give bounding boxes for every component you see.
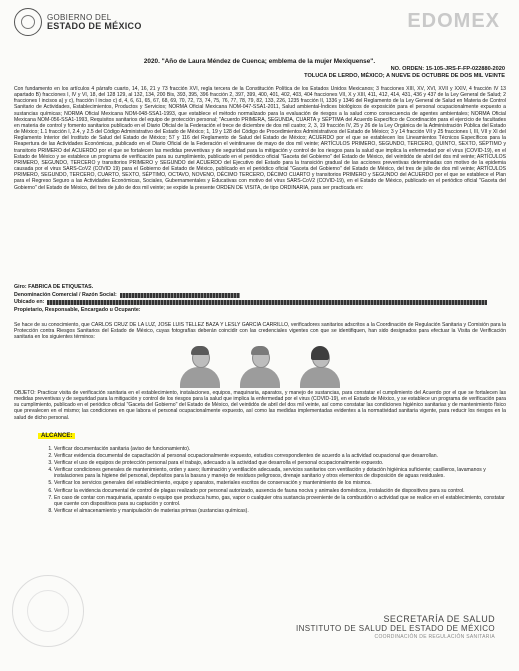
scope-item: 8. Verificar el almacenamiento y manipulación de materias primas (sustancias químicas). xyxy=(54,508,510,514)
scope-item: 2. Verificar evidencia documental de capacitación al personal ocupacionalmente expuesto, estudios correspondientes de acuerdo a la actividad ocupacional que desarrollan. xyxy=(54,453,510,459)
order-reference xyxy=(304,66,505,80)
objective-paragraph: OBJETO: Practicar visita de verificación sanitaria en el establecimiento, instalaciones, equipos, maquinaria, aparatos, y manejo de sustancias, para constatar el cumplimiento del Acuerdo por el que se fortalecen las medidas preventivas y de seguridad para la mitigación y control de los riesgos para la salud que implica la enfermedad por el virus (COVID-19), en el Estado de México, y se establece un programa de verificación para su cumplimiento, publicado en el periódico oficial "Gaceta del Gobierno" del Estado de México, del veintidós de abril del dos mil veinte, así como constatar las condiciones higiénico sanitarias y de mantenimiento físico que prevalecen en el mismo; las condiciones en que labora el personal ocupacionalmente expuesto, así como las medidas implementadas evidentes a la normatividad sanitaria vigente, para reducir los riesgos en la salud de dicho personal. xyxy=(14,390,506,421)
legal-basis-paragraph: Con fundamento en los artículos 4 párrafo cuarto, 14, 16, 21 y 73 fracción XVI, regla tercera de la Constitución Política de los Estados Unidos Mexicanos; 3 fracciones XIII, XV, XVI, XVII y XXIV, 4 fracción IV 13 apartado B) fracciones I, IV y VI, 18, del 128 129, al 132, 134, 200 Bis, 393, 395, 396 fracción 2, 397, 399, 400, 401, 402, 403, 404 fracciones VII, X y XIII, 411, 412, 414, 431, 436 y 437 de la Ley General de Salud; 2 fracciones I incisos a) y c), fracción I inciso c) d, 4, 6, 61, 65, 67, 68, 69, 70, 72, 73, 74, 75, 76, 77, 78, 79, 82, 133, 226, 1235 fracción II, 1336 y 1346 del Reglamento de la Ley General de Salud en Materia de Control Sanitario de Actividades, Establecimientos, Productos y Servicios; NORMA Oficial Mexicana NOM-047-SSA1-2011, Salud ambiental-Índices biológicos de exposición para el personal ocupacionalmente expuesto a sustancias químicas; NORMA Oficial Mexicana NOM-048-SSA1-1993, que establece el método normalizado para la evaluación de riesgos a la salud como consecuencia de agentes ambientales; NORMA Oficial Mexicana NOM-056-SSA1-1993, Requisitos sanitarios del equipo de protección personal; "Acuerdo PRIMERA, SEGUNDA, CUARTA y SÉPTIMA del Acuerdo Específico de Coordinación para el ejercicio de facultades en materia de control y fomento sanitarios publicado en el Diario Oficial de la Federación el trece de diciembre de dos mil cuatro; 2, 3, 19 fracción IV, 25 y 26 de la Ley Orgánica de la Administración Pública del Estado de México; 1.1 fracción I, 2.4, y 2.5 del Código Administrativo del Estado de México; 1, 19 y 128 del Código de Procedimientos Administrativos del Estado de México; 3 y 14 fracción VII y 25 fracciones I, III, VII y XI del Reglamento Interior del Instituto de Salud del Estado de México; 57 y 116 del Reglamento de Salud del Estado de México; ACUERDO por el que se establecen los Lineamientos Técnicos Específicos para la Reapertura de las Actividades Económicas, publicado en el Diario Oficial de la Federación el veintinueve de mayo de dos mil veinte; ARTÍCULOS PRIMERO, SEGUNDO, TERCERO, QUINTO, SEXTO, SÉPTIMO y transitorio PRIMERO del ACUERDO por el que se fortalecen las medidas preventivas y de seguridad para la mitigación y control de los riesgos para la salud que implica la enfermedad por el virus (COVID-19), en el Estado de México y se establece un programa de verificación para su cumplimiento, publicado en el periódico oficial "Gaceta del Gobierno" del Estado de México, del veintidós de abril del dos mil veinte; ARTÍCULOS PRIMERO, SEGUNDO, TERCERO y transitorios PRIMERO y SEGUNDO del ACUERDO del Ejecutivo del Estado para la transición gradual de las acciones preventivas determinadas con motivo de la epidemia causada por el virus SARS-CoV2 (COVID 19) para el Gobierno del Estado de México, publicado en el periódico oficial "Gaceta del Gobierno" del Estado de México, del tres de julio de dos mil veinte; ARTÍCULOS PRIMERO, SEGUNDO, TERCERO, CUARTO, SEXTO, SÉPTIMO, OCTAVO, NOVENO, DÉCIMO TERCERO, DÉCIMO CUARTO y transitorios PRIMERO y SEGUNDO del ACUERDO por el que se establece el Plan para el Regreso Seguro a las Actividades Económicas, Sociales, Gubernamentales y Educativas con motivo del virus SARS-CoV2 (COVID-19), en el Estado de México, publicado en el periódico oficial "Gaceta del Gobierno" del Estado de México, del tres de julio de dos mil veinte; se expide la presente ORDEN DE VISITA, de tipo ORDINARIA, para ser practicada en: xyxy=(14,86,506,191)
order-number: NO. ORDEN: 15-105-JRS-F-FP-022880-2020 xyxy=(390,66,505,72)
business-type-label: Giro: FABRICA DE ETIQUETAS. xyxy=(14,284,94,290)
scope-item: 1. Verificar documentación sanitaria (aviso de funcionamiento). xyxy=(54,446,510,452)
footer-institute: INSTITUTO DE SALUD DEL ESTADO DE MÉXICO xyxy=(295,624,495,633)
field-row-business xyxy=(14,284,506,292)
owner-label: Propietario, Responsable, Encargado u Ocupante: xyxy=(14,306,141,313)
government-name xyxy=(47,13,142,31)
establishment-fields xyxy=(14,284,506,314)
scope-list xyxy=(40,446,510,515)
order-date: TOLUCA DE LERDO, MÉXICO; A NUEVE DE OCTUBRE DE DOS MIL VEINTE xyxy=(304,73,505,79)
scope-item: 3. Verificar el uso de equipos de protección personal para el trabajo, adecuado a la actividad que desarrolla el personal ocupacionalmente expuesto. xyxy=(54,460,510,466)
scope-item: 7. En caso de contar con maquinaria, aparato o equipo que produzca humo, gas, vapor o cualquier otra sustancia proveniente de la combustión o actividad que se realice en el establecimiento, constatar que cuente con dispositivos para su captación y control. xyxy=(54,495,510,507)
footer-secretariat: SECRETARÍA DE SALUD xyxy=(383,614,495,624)
inspectors-paragraph: Se hace de su conocimiento, que CARLOS CRUZ DE LA LUZ, JOSE LUIS TELLEZ BAZA Y LESLY GARCIA CARRILLO, verificadores sanitarios adscritos a la Coordinación de Regulación Sanitaria y Comisión para la Protección contra Riesgos Sanitarios del Estado de México, cuyas fotografías deberán coincidir con las credenciales vigentes con que se identifiquen, han sido designados para efectuar la Visita de Verificación sanitaria en los siguientes términos: xyxy=(14,322,506,341)
state-seal-icon xyxy=(14,8,42,36)
institution-footer xyxy=(296,614,495,640)
watermark-seal-icon xyxy=(12,575,84,647)
address-label: Ubicado en: xyxy=(14,299,45,305)
footer-coordination: COORDINACIÓN DE REGULACIÓN SANITARIA xyxy=(374,634,495,640)
company-name-label: Denominación Comercial / Razón Social: xyxy=(14,291,117,298)
gov-line-1: GOBIERNO DEL xyxy=(47,13,112,22)
edomex-logo: EDOMEX xyxy=(407,10,500,32)
government-logo xyxy=(14,8,142,36)
scope-heading: ALCANCE: xyxy=(38,433,75,439)
field-row-company-name xyxy=(14,292,506,300)
scope-item: 4. Verificar condiciones generales de mantenimiento, orden y aseo; iluminación y ventilación adecuada, servicios sanitarios con ventilación y dotación higiénica suficiente; casilleros, lavamanos y instalaciones para la higiene del personal, depósitos para la basura y manejo de residuos peligrosos, drenaje sanitario y otros elementos de disposición de aguas residuales. xyxy=(54,467,510,479)
field-row-address xyxy=(14,299,506,307)
redacted-company-name xyxy=(120,293,240,298)
scope-item: 6. Verificar la evidencia documental de control de plagas realizado por personal autorizado, ausencia de fauna nociva y animales domésticos, instalación de dispositivos para su control. xyxy=(54,488,510,494)
inspector-photo-3 xyxy=(295,346,345,388)
inspector-photo-1 xyxy=(175,346,225,388)
inspector-photos xyxy=(175,346,345,388)
year-motto: 2020. "Año de Laura Méndez de Cuenca; emblema de la mujer Mexiquense". xyxy=(143,58,376,65)
scope-item: 5. Verificar los servicios generales del establecimiento, equipo y aparatos, materiales escritos de conservación y mantenimiento de los mismos. xyxy=(54,480,510,486)
redacted-address xyxy=(47,300,487,305)
gov-line-2: ESTADO DE MÉXICO xyxy=(47,21,142,31)
inspector-photo-2 xyxy=(235,346,285,388)
letterhead xyxy=(14,8,506,48)
field-row-owner xyxy=(14,307,506,315)
